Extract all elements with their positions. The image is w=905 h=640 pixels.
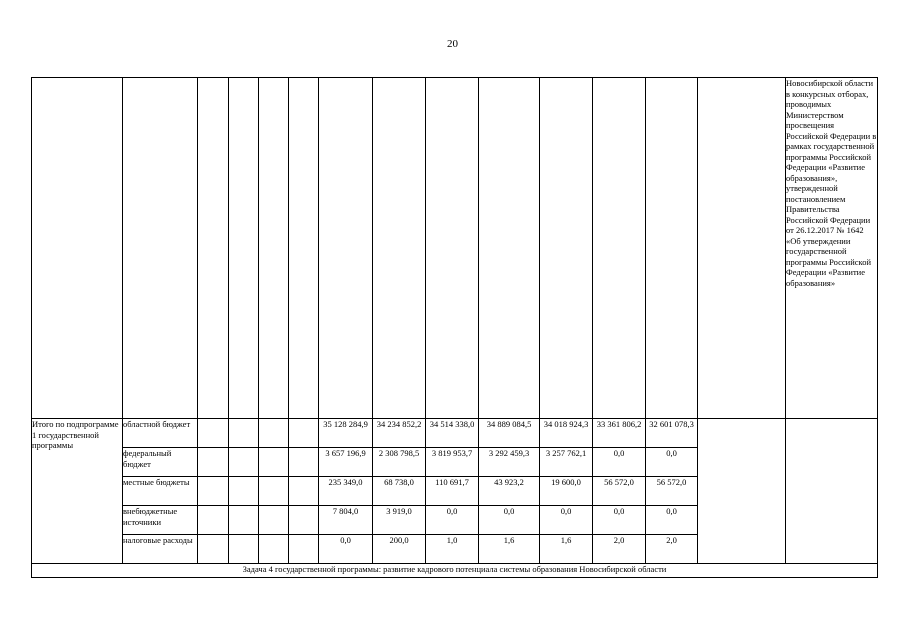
value-cell: 34 234 852,2 bbox=[373, 419, 426, 448]
value-cell: 34 018 924,3 bbox=[540, 419, 593, 448]
value-cell: 0,0 bbox=[646, 506, 698, 535]
value-cell: 0,0 bbox=[593, 506, 646, 535]
expected-result-note: Новосибирской области в конкурсных отборах, проводимых Министерством просвещения Российской Федерации в рамках государственной программы Российской Федерации «Развитие образования», утвержденной постановлением Правительства Российской Федерации от 26.12.2017 № 1642 «Об утверждении государственной программы Российской Федерации «Развитие образования» bbox=[786, 78, 878, 419]
value-cell: 3 292 459,3 bbox=[479, 448, 540, 477]
value-cell: 32 601 078,3 bbox=[646, 419, 698, 448]
task-row bbox=[32, 564, 878, 578]
value-cell: 19 600,0 bbox=[540, 477, 593, 506]
value-cell: 68 738,0 bbox=[373, 477, 426, 506]
table-row bbox=[32, 419, 878, 448]
value-cell: 0,0 bbox=[479, 506, 540, 535]
value-cell: 110 691,7 bbox=[426, 477, 479, 506]
continuation-row bbox=[32, 78, 878, 419]
funding-source: областной бюджет bbox=[123, 419, 198, 448]
funding-source: местные бюджеты bbox=[123, 477, 198, 506]
value-cell: 56 572,0 bbox=[646, 477, 698, 506]
value-cell: 0,0 bbox=[646, 448, 698, 477]
value-cell: 3 819 953,7 bbox=[426, 448, 479, 477]
funding-source: налоговые расходы bbox=[123, 535, 198, 564]
task-heading: Задача 4 государственной программы: развитие кадрового потенциала системы образования Новосибирской области bbox=[32, 564, 878, 578]
value-cell: 0,0 bbox=[319, 535, 373, 564]
value-cell: 34 514 338,0 bbox=[426, 419, 479, 448]
value-cell: 3 657 196,9 bbox=[319, 448, 373, 477]
value-cell: 1,6 bbox=[540, 535, 593, 564]
value-cell: 1,0 bbox=[426, 535, 479, 564]
value-cell: 3 257 762,1 bbox=[540, 448, 593, 477]
funding-source: внебюджетные источники bbox=[123, 506, 198, 535]
value-cell: 33 361 806,2 bbox=[593, 419, 646, 448]
value-cell: 235 349,0 bbox=[319, 477, 373, 506]
value-cell: 34 889 084,5 bbox=[479, 419, 540, 448]
value-cell: 3 919,0 bbox=[373, 506, 426, 535]
value-cell: 200,0 bbox=[373, 535, 426, 564]
budget-table bbox=[31, 77, 878, 578]
value-cell: 43 923,2 bbox=[479, 477, 540, 506]
value-cell: 7 804,0 bbox=[319, 506, 373, 535]
subprogram-total-label: Итого по подпрограмме 1 государственной программы bbox=[32, 419, 123, 564]
value-cell: 1,6 bbox=[479, 535, 540, 564]
page-number: 20 bbox=[447, 38, 458, 50]
value-cell: 0,0 bbox=[426, 506, 479, 535]
value-cell: 35 128 284,9 bbox=[319, 419, 373, 448]
value-cell: 2 308 798,5 bbox=[373, 448, 426, 477]
funding-source: федеральный бюджет bbox=[123, 448, 198, 477]
value-cell: 2,0 bbox=[593, 535, 646, 564]
value-cell: 0,0 bbox=[593, 448, 646, 477]
value-cell: 0,0 bbox=[540, 506, 593, 535]
value-cell: 2,0 bbox=[646, 535, 698, 564]
value-cell: 56 572,0 bbox=[593, 477, 646, 506]
